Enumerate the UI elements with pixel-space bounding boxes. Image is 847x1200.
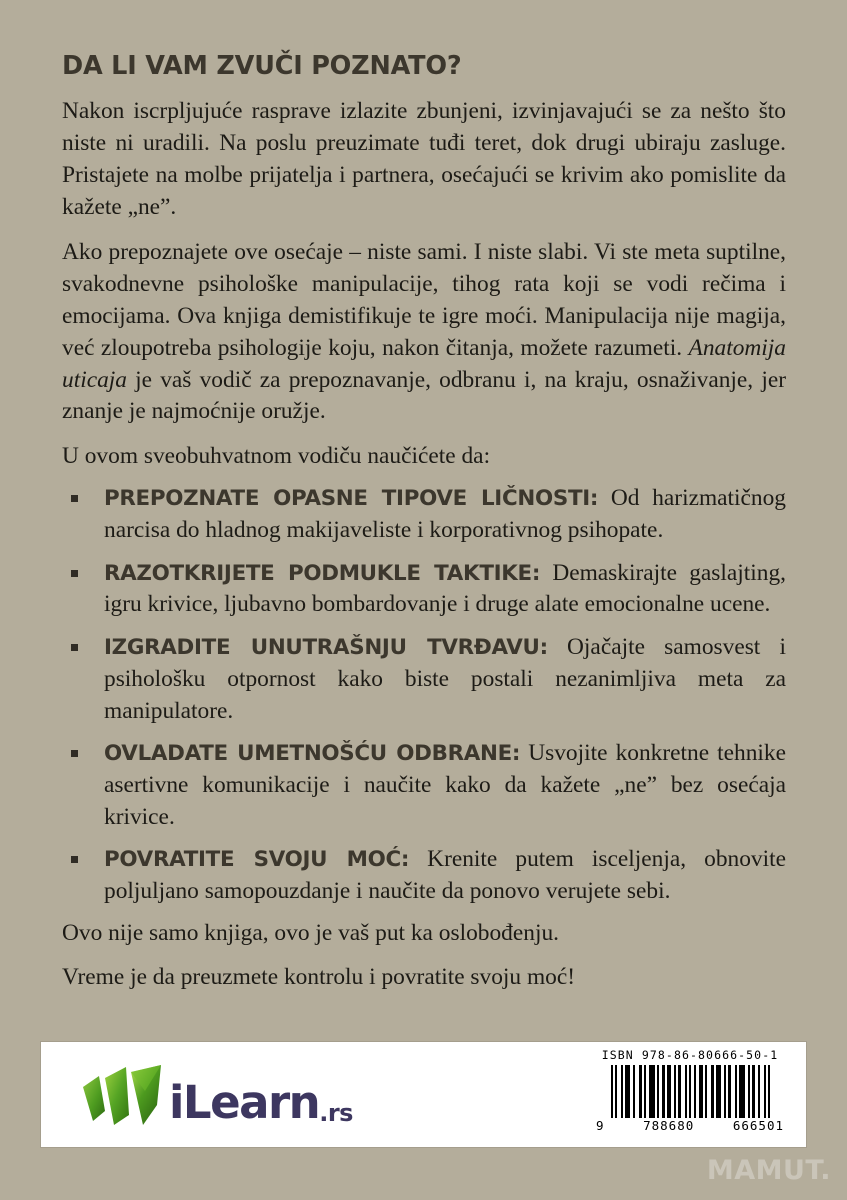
list-item <box>62 632 786 727</box>
feature-description: Usvojite konkretne tehnike asertivne komunikacije i naučite kako da kažete „ne” bez osećaja krivice. <box>104 740 786 830</box>
cover-content <box>62 52 786 1005</box>
isbn-barcode <box>592 1048 788 1132</box>
square-bullet-icon <box>71 750 78 757</box>
mamut-watermark: MAMUT. <box>706 1155 831 1186</box>
feature-description: Krenite putem isceljenja, obnovite poljuljano samopouzdanje i naučite da ponovo verujete sebi. <box>104 846 786 905</box>
feature-description: Ojačajte samosvest i psihološku otpornost kako biste postali nezanimljiva meta za manipulatore. <box>104 634 786 724</box>
page-title: DA LI VAM ZVUČI POZNATO? <box>62 51 462 81</box>
barcode-digits <box>592 1118 788 1132</box>
feature-title: OVLADATE UMETNOŠĆU ODBRANE: <box>104 741 521 767</box>
list-item <box>62 738 786 833</box>
feature-description: Od harizmatičnog narcisa do hladnog makijaveliste i korporativnog psihopate. <box>104 485 786 544</box>
list-intro-text: U ovom sveobuhvatnom vodiču naučićete da: <box>62 443 491 470</box>
logo-tld: .rs <box>319 1099 353 1127</box>
intro-paragraph-2 <box>62 237 786 429</box>
barcode-digit-left: 9 <box>596 1118 605 1133</box>
paragraph-2-part-b: je vaš vodič za prepoznavanje, odbranu i, na kraju, osnaživanje, jer znanje je najmoćnije oružje. <box>62 366 786 425</box>
barcode-digit-group-1: 788680 <box>643 1118 695 1133</box>
square-bullet-icon <box>71 856 78 863</box>
feature-description: Demaskirajte gaslajting, igru krivice, ljubavno bombardovanje i druge alate emocionalne ucene. <box>104 559 786 618</box>
feature-title: RAZOTKRIJETE PODMUKLE TAKTIKE: <box>104 560 541 586</box>
publisher-logo[interactable] <box>79 1061 353 1127</box>
feature-list <box>62 483 786 907</box>
logo-wordmark: iLearn <box>169 1076 320 1129</box>
book-title-italic: Anatomija uticaja <box>62 334 786 393</box>
barcode-digit-group-2: 666501 <box>732 1118 784 1133</box>
paragraph-2-part-a: Ako prepoznajete ove osećaje – niste sami. I niste slabi. Vi ste meta suptilne, svakodnevne psihološke manipulacije, tihog rata koji se vodi rečima i emocijama. Ova knjiga demistifikuje te igre moći. Manipulacija nije magija, već zloupotreba psihologije koju, nakon čitanja, možete razumeti. <box>62 238 786 361</box>
closing-line-1: Ovo nije samo knjiga, ovo je vaš put ka oslobođenju. <box>62 919 559 946</box>
square-bullet-icon <box>71 644 78 651</box>
ilearn-leaves-icon <box>79 1065 173 1127</box>
intro-paragraph-1: Nakon iscrpljujuće rasprave izlazite zbunjeni, izvinjavajući se za nešto što niste ni uradili. Na poslu preuzimate tuđi teret, dok drugi ubiraju zasluge. Pristajete na molbe prijatelja i partnera, osećajući se krivim ako pomislite da kažete „ne”. <box>62 98 786 220</box>
feature-title: IZGRADITE UNUTRAŠNJU TVRĐAVU: <box>104 635 548 661</box>
list-item <box>62 844 786 907</box>
list-item <box>62 558 786 621</box>
square-bullet-icon <box>71 570 78 577</box>
feature-title: PREPOZNATE OPASNE TIPOVE LIČNOSTI: <box>104 486 599 512</box>
feature-title: POVRATITE SVOJU MOĆ: <box>104 847 410 873</box>
square-bullet-icon <box>71 495 78 502</box>
closing-line-2: Vreme je da preuzmete kontrolu i povratite svoju moć! <box>62 963 576 990</box>
isbn-text: ISBN 978-86-80666-50-1 <box>601 1048 779 1062</box>
footer-panel <box>41 1042 806 1147</box>
list-item <box>62 483 786 546</box>
